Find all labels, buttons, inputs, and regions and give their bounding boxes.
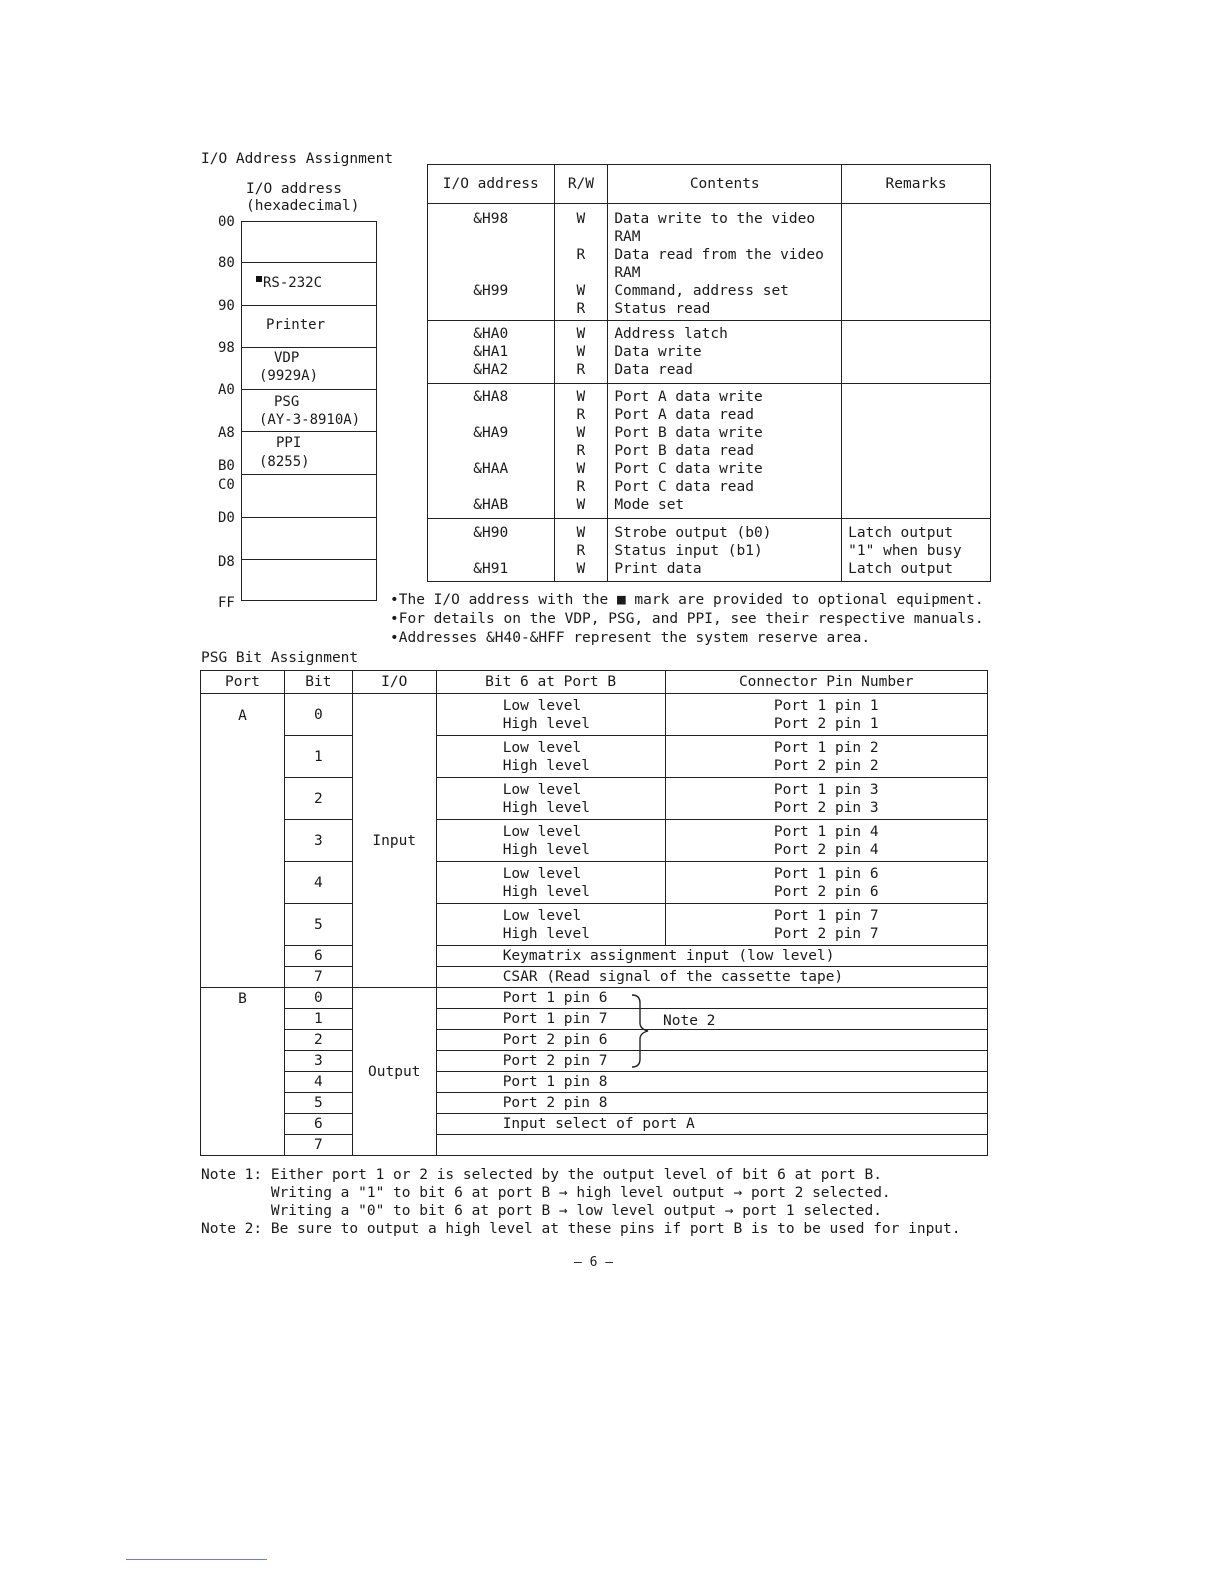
psg-output-text: Port 1 pin 8 xyxy=(436,1072,987,1093)
psg-port-a: A xyxy=(201,694,285,988)
io-table-row-printer xyxy=(428,519,991,582)
psg-row xyxy=(201,1135,988,1156)
map-label-vdp: VDP xyxy=(274,350,300,366)
psg-pins: Port 1 pin 4 Port 2 pin 4 xyxy=(665,820,988,862)
psg-row xyxy=(201,694,988,736)
map-divider xyxy=(241,347,377,348)
map-divider xyxy=(241,389,377,390)
psg-levels: Low level High level xyxy=(436,862,665,904)
psg-output-text: Port 2 pin 6 xyxy=(436,1030,987,1051)
io-table-row-ppi xyxy=(428,384,991,519)
map-divider xyxy=(241,474,377,475)
map-divider xyxy=(241,431,377,432)
footnote-line: Writing a "0" to bit 6 at port B → low level output → port 1 selected. xyxy=(201,1203,882,1219)
io-remarks-cell xyxy=(842,321,991,384)
psg-row xyxy=(201,988,988,1009)
psg-header-io: I/O xyxy=(352,671,436,694)
map-divider xyxy=(241,559,377,560)
io-rw-cell: W R W R xyxy=(554,204,608,321)
psg-port-b: B xyxy=(201,988,285,1156)
map-label-ppi-model: (8255) xyxy=(259,454,310,470)
map-label-psg-model: (AY-3-8910A) xyxy=(259,412,361,428)
psg-bit: 6 xyxy=(284,1114,352,1135)
psg-output-text: Input select of port A xyxy=(436,1114,987,1135)
map-address: 00 xyxy=(218,214,235,230)
map-label-vdp-model: (9929A) xyxy=(259,368,319,384)
psg-levels: Low level High level xyxy=(436,820,665,862)
io-remarks-cell xyxy=(842,384,991,519)
psg-section-title: PSG Bit Assignment xyxy=(201,650,359,666)
psg-row xyxy=(201,1072,988,1093)
map-address: D8 xyxy=(218,554,235,570)
io-note-optional: •The I/O address with the ■ mark are provided to optional equipment. xyxy=(390,592,984,608)
io-contents-cell: Data write to the video RAM Data read from the video RAM Command, address set Status read xyxy=(608,204,842,321)
io-header-contents: Contents xyxy=(608,165,842,204)
psg-header-row xyxy=(201,671,988,694)
psg-row xyxy=(201,946,988,967)
io-header-address: I/O address xyxy=(428,165,555,204)
psg-bit: 4 xyxy=(284,862,352,904)
io-table-row-vdp xyxy=(428,204,991,321)
map-address: A0 xyxy=(218,382,235,398)
io-rw-cell: W R W xyxy=(554,519,608,582)
io-table-header-row xyxy=(428,165,991,204)
psg-output-text: Port 1 pin 6 xyxy=(436,988,987,1009)
note2-brace-label: Note 2 xyxy=(663,1013,716,1029)
io-remarks-cell: Latch output "1" when busy Latch output xyxy=(842,519,991,582)
psg-bit: 4 xyxy=(284,1072,352,1093)
map-divider xyxy=(241,262,377,263)
io-table-row-psg xyxy=(428,321,991,384)
io-addr-cell: &HA0 &HA1 &HA2 xyxy=(428,321,555,384)
psg-levels: Low level High level xyxy=(436,694,665,736)
map-label-ppi: PPI xyxy=(276,435,302,451)
map-address: 98 xyxy=(218,340,235,356)
psg-bit: 1 xyxy=(284,1009,352,1030)
footnote-line: Note 1: Either port 1 or 2 is selected by the output level of bit 6 at port B. xyxy=(201,1167,882,1183)
psg-bit: 7 xyxy=(284,1135,352,1156)
io-contents-cell: Strobe output (b0) Status input (b1) Print data xyxy=(608,519,842,582)
io-rw-cell: W W R xyxy=(554,321,608,384)
psg-levels: Low level High level xyxy=(436,904,665,946)
psg-bit: 7 xyxy=(284,967,352,988)
map-divider xyxy=(241,305,377,306)
optional-mark-icon xyxy=(256,276,262,282)
psg-header-port: Port xyxy=(201,671,285,694)
io-note-reserve: •Addresses &H40-&HFF represent the system reserve area. xyxy=(390,630,871,646)
psg-levels: Low level High level xyxy=(436,778,665,820)
map-header-line2: (hexadecimal) xyxy=(246,198,360,214)
map-address: B0 xyxy=(218,458,235,474)
io-remarks-cell xyxy=(842,204,991,321)
io-addr-cell: &HA8 &HA9 &HAA &HAB xyxy=(428,384,555,519)
map-label-printer: Printer xyxy=(266,317,326,333)
io-section-title: I/O Address Assignment xyxy=(201,151,394,167)
psg-bit: 3 xyxy=(284,820,352,862)
psg-pins: Port 1 pin 7 Port 2 pin 7 xyxy=(665,904,988,946)
io-contents-cell: Address latch Data write Data read xyxy=(608,321,842,384)
map-address: A8 xyxy=(218,425,235,441)
psg-row xyxy=(201,1030,988,1051)
map-divider xyxy=(241,517,377,518)
psg-row xyxy=(201,862,988,904)
map-address: C0 xyxy=(218,477,235,493)
psg-bit: 2 xyxy=(284,1030,352,1051)
psg-header-bit6: Bit 6 at Port B xyxy=(436,671,665,694)
psg-output-text: Port 1 pin 7 xyxy=(436,1009,987,1030)
psg-levels: Low level High level xyxy=(436,736,665,778)
psg-row xyxy=(201,820,988,862)
psg-bit: 3 xyxy=(284,1051,352,1072)
psg-row xyxy=(201,778,988,820)
psg-bit: 2 xyxy=(284,778,352,820)
psg-output-text: Port 2 pin 7 xyxy=(436,1051,987,1072)
psg-bit: 0 xyxy=(284,694,352,736)
psg-single-text: Keymatrix assignment input (low level) xyxy=(436,946,987,967)
psg-bit: 5 xyxy=(284,904,352,946)
psg-pins: Port 1 pin 3 Port 2 pin 3 xyxy=(665,778,988,820)
io-rw-cell: W R W R W R W xyxy=(554,384,608,519)
io-header-remarks: Remarks xyxy=(842,165,991,204)
psg-bit: 1 xyxy=(284,736,352,778)
page-number: – 6 – xyxy=(574,1255,614,1270)
io-addr-cell: &H98 &H99 xyxy=(428,204,555,321)
map-address: D0 xyxy=(218,510,235,526)
psg-pins: Port 1 pin 2 Port 2 pin 2 xyxy=(665,736,988,778)
io-header-rw: R/W xyxy=(554,165,608,204)
psg-io-output: Output xyxy=(352,988,436,1156)
psg-row xyxy=(201,904,988,946)
psg-pins: Port 1 pin 1 Port 2 pin 1 xyxy=(665,694,988,736)
psg-bit: 5 xyxy=(284,1093,352,1114)
io-note-manuals: •For details on the VDP, PSG, and PPI, see their respective manuals. xyxy=(390,611,984,627)
psg-row xyxy=(201,1051,988,1072)
psg-pins: Port 1 pin 6 Port 2 pin 6 xyxy=(665,862,988,904)
map-address: 90 xyxy=(218,298,235,314)
map-address: 80 xyxy=(218,255,235,271)
psg-row xyxy=(201,1114,988,1135)
psg-output-text xyxy=(436,1135,987,1156)
map-header-line1: I/O address xyxy=(246,181,343,197)
bottom-rule xyxy=(126,1559,267,1560)
io-contents-cell: Port A data write Port A data read Port B data write Port B data read Port C data write Port C data read Mode set xyxy=(608,384,842,519)
footnote-line: Writing a "1" to bit 6 at port B → high level output → port 2 selected. xyxy=(201,1185,891,1201)
psg-row xyxy=(201,1093,988,1114)
map-label-rs232: RS-232C xyxy=(263,275,323,291)
psg-bit: 6 xyxy=(284,946,352,967)
psg-row xyxy=(201,967,988,988)
io-addr-cell: &H90 &H91 xyxy=(428,519,555,582)
psg-row xyxy=(201,1009,988,1030)
footnote-line: Note 2: Be sure to output a high level at these pins if port B is to be used for input. xyxy=(201,1221,961,1237)
psg-bit: 0 xyxy=(284,988,352,1009)
psg-bit-table xyxy=(200,670,988,1156)
psg-output-text: Port 2 pin 8 xyxy=(436,1093,987,1114)
note2-brace-icon xyxy=(628,993,654,1071)
psg-header-bit: Bit xyxy=(284,671,352,694)
psg-header-connector: Connector Pin Number xyxy=(665,671,988,694)
psg-single-text: CSAR (Read signal of the cassette tape) xyxy=(436,967,987,988)
io-address-table xyxy=(427,164,991,582)
psg-io-input: Input xyxy=(352,694,436,988)
psg-row xyxy=(201,736,988,778)
map-label-psg: PSG xyxy=(274,394,300,410)
map-address: FF xyxy=(218,595,235,611)
